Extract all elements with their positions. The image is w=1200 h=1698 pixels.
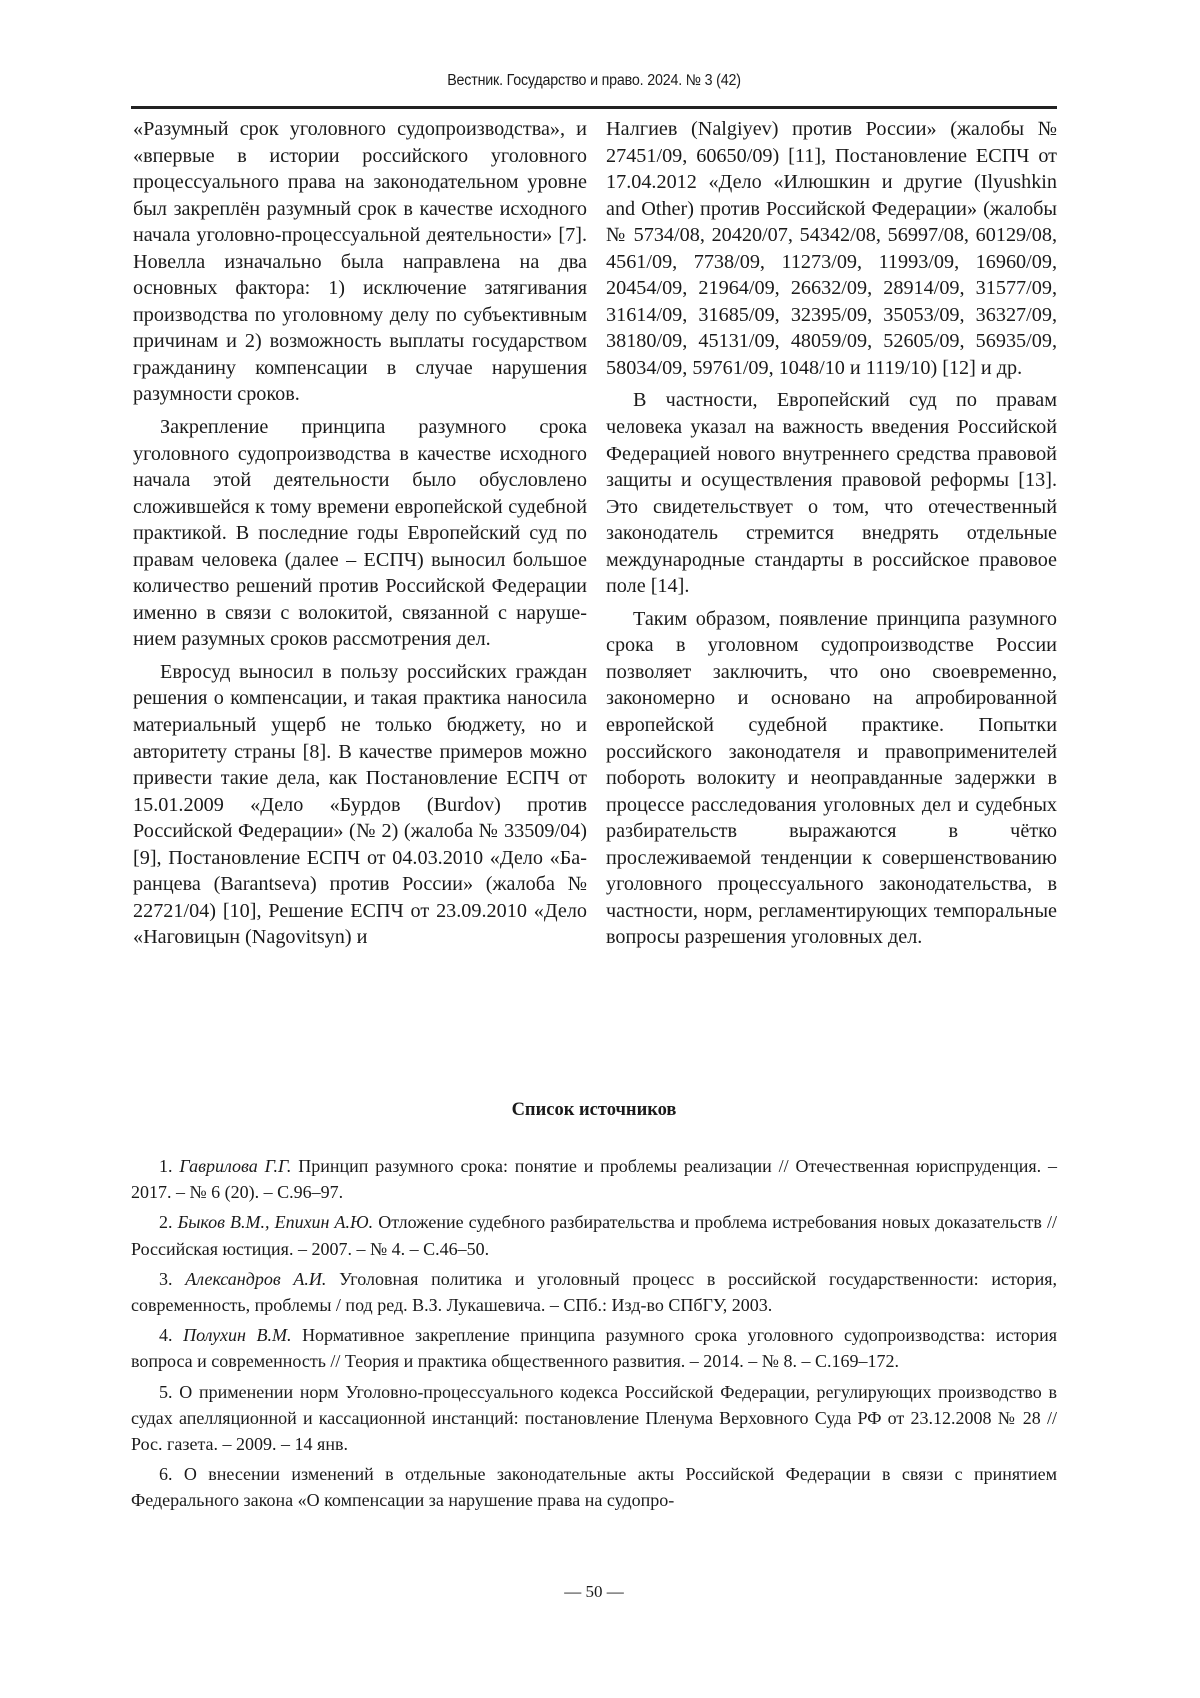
reference-text: Принцип разумного срока: понятие и проблемы реализации // Отечественная юриспруденция. – 2017. – № 6 (20). – С.96–97. — [131, 1156, 1058, 1203]
reference-item — [131, 1153, 1057, 1205]
reference-number: 2. — [159, 1212, 173, 1233]
running-header: Вестник. Государство и право. 2024. № 3 (42) — [447, 72, 741, 89]
reference-number: 1. — [159, 1156, 173, 1176]
reference-item — [131, 1461, 1057, 1513]
reference-text: Отложение судебного разбирательства и проблема истребования новых доказательств // Российская юстиция. – 2007. – № 4. – С.46–50. — [131, 1212, 1057, 1259]
paragraph: Налгиев (Nalgiyev) против России» (жалобы № 27451/09, 60650/09) [11], Постановление ЕСПЧ от 17.04.2012 «Дело «Илюшкин и другие (Ilyushkin and Other) против Российской Федерации» (жалобы № 5734/08, 20420/07, 54342/08, 56997/08, 60129/08, 4561/09, 7738/09, 11273/09, 11993/09, 16960/09, 20454/09, 21964/09, 26632/09, 28914/09, 31577/09, 31614/09, 31685/09, 32395/09, 35053/09, 36327/09, 38180/09, 45131/09, 48059/09, 52605/09, 56935/09, 58034/09, 59761/09, 1048/10 и 1119/10) [12] и др. — [606, 118, 1057, 379]
reference-text: О применении норм Уголовно-процессуального кодекса Российской Федерации, регулирующих производство в судах апелляционной и кассационной инстанций: постановление Пленума Верховного Суда РФ от 23.12.2008 № 28 // Рос. газета. – 2009. – 14 янв. — [131, 1381, 1057, 1455]
reference-item — [131, 1266, 1057, 1318]
reference-number: 5. — [159, 1381, 173, 1402]
reference-number: 6. — [159, 1464, 173, 1485]
reference-text: О внесении изменений в отдельные законодательные акты Российской Федерации в связи с принятием Федерального закона «О компенсации за нарушение права на судопро- — [131, 1464, 1057, 1511]
reference-text: Нормативное закрепление принципа разумного срока уголовного судопроизводства: история вопроса и современность // Теория и практика общественного развития. – 2014. – № 8. – С.169–172. — [131, 1325, 1058, 1372]
page-number: — 50 — — [564, 1582, 624, 1601]
paragraph: Евросуд выносил в пользу российских граждан решения о компенсации, и такая практика наносила материальный ущерб не только бюджету, но и авторитету страны [8]. В качестве примеров можно привести такие дела, как Постановление ЕСПЧ от 15.01.2009 «Дело «Бурдов (Burdov) против Российской Федерации» (№ 2) (жалоба № 33509/04) [9], Постановление ЕСПЧ от 04.03.2010 «Дело «Баранцева (Barantseva) против России» (жалоба № 22721/04) [10], Решение ЕСПЧ от 23.09.2010 «Дело «Наговицын (Nagovitsyn) и — [133, 660, 587, 949]
references-title: Список источников — [511, 1100, 677, 1120]
reference-author: Полухин В.М. — [183, 1325, 292, 1346]
reference-author: Быков В.М., Епихин А.Ю. — [177, 1212, 374, 1233]
right-column — [606, 116, 1057, 951]
paragraph: Таким образом, появление принципа разумного срока в уголовном судопроизводстве России позволяет заключить, что оно своевременно, закономерно и основано на апробированной европейской судебной практике. Попытки российского законодателя и правоприменителей побороть волокиту и неоправданные задержки в процессе расследования уголовных дел и судебных разбирательств выражаются в чётко прослеживаемой тенденции к совершенствованию уголовного процессуального законодательства, в частности, норм, регламентирующих темпоральные вопросы разрешения уголовных дел. — [606, 607, 1057, 949]
reference-item — [131, 1209, 1057, 1261]
header-rule — [131, 106, 1057, 109]
reference-item — [131, 1322, 1057, 1374]
reference-number: 4. — [159, 1325, 173, 1346]
paragraph: В частности, Европейский суд по правам человека указал на важность введения Российской Федерацией нового внутреннего средства правовой защиты и осуществления правовой реформы [13]. Это свидетельствует о том, что отечественный законодатель стремится внедрять отдельные международные стандарты в российское правовое поле [14]. — [606, 389, 1057, 598]
reference-number: 3. — [159, 1268, 173, 1289]
reference-item — [131, 1379, 1057, 1458]
reference-author: Александров А.И. — [185, 1268, 327, 1289]
left-column — [133, 116, 587, 951]
reference-author: Гаврилова Г.Г. — [179, 1156, 292, 1176]
paragraph: «Разумный срок уголовного судопроизводства», и «впервые в истории российского уголовного процессуального права на законодательном уровне был закреплён разумный срок в качестве исходного начала уголовно-процессуальной деятельности» [7]. Новелла изначально была направлена на два основных фактора: 1) исключение затягивания производства по уголовному делу по субъективным причинам и 2) возможность выплаты государством гражданину компенсации в случае нарушения разумности сроков. — [133, 118, 587, 406]
reference-text: Уголовная политика и уголовный процесс в российской государственности: история, современность, проблемы / под ред. В.З. Лукашевича. – СПб.: Изд-во СПбГУ, 2003. — [131, 1268, 1058, 1316]
paragraph: Закрепление принципа разумного срока уголовного судопроизводства в качестве исходного начала этой деятельности было обусловлено сложившейся к тому времени европейской судебной практикой. В последние годы Европейский суд по правам человека (далее – ЕСПЧ) выносил большое количество решений против Российской Федерации именно в связи с волокитой, связанной с нарушением разумных сроков рассмотрения дел. — [133, 416, 587, 651]
references-list — [131, 1153, 1057, 1518]
